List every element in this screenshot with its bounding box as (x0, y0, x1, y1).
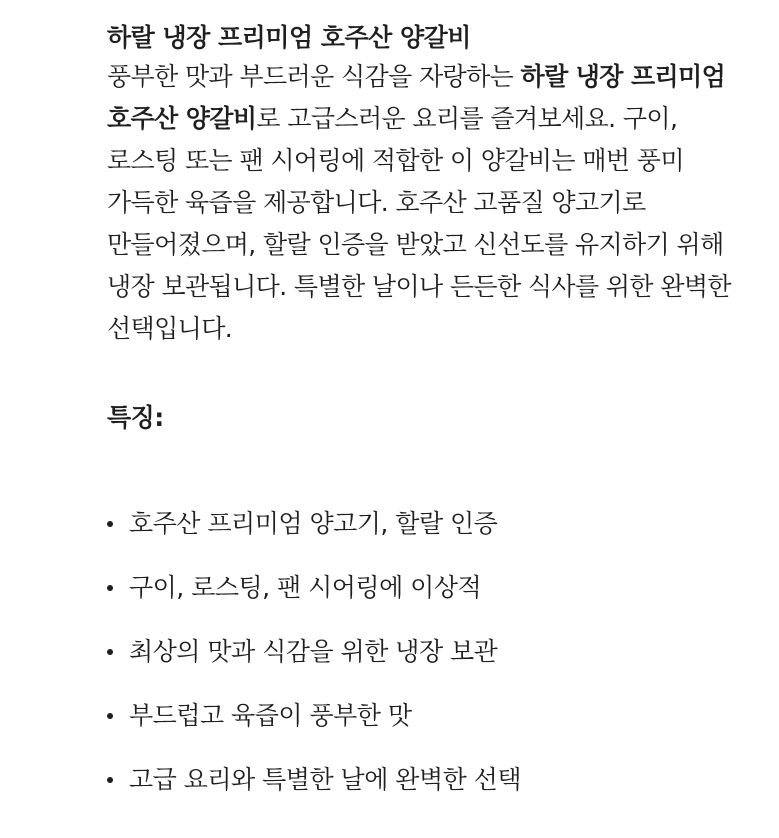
description-product-name: 하랄 냉장 프리미엄 호주산 양갈비 (107, 62, 726, 133)
list-item (107, 502, 521, 566)
feature-text: 부드럽고 육즙이 풍부한 맛 (129, 701, 412, 730)
feature-text: 호주산 프리미엄 양고기, 할랄 인증 (129, 509, 498, 538)
list-item (107, 694, 521, 758)
bullet-icon (107, 713, 113, 719)
feature-text: 구이, 로스팅, 팬 시어링에 이상적 (129, 573, 482, 602)
bullet-icon (107, 521, 113, 527)
features-heading: 특징: (107, 403, 164, 432)
feature-text: 최상의 맛과 식감을 위한 냉장 보관 (129, 637, 498, 666)
product-title: 하랄 냉장 프리미엄 호주산 양갈비 (107, 23, 471, 52)
feature-text: 고급 요리와 특별한 날에 완벽한 선택 (129, 765, 521, 794)
description-intro: 풍부한 맛과 부드러운 식감을 자랑하는 (107, 62, 521, 91)
list-item (107, 630, 521, 694)
bullet-icon (107, 777, 113, 783)
list-item (107, 566, 521, 630)
bullet-icon (107, 649, 113, 655)
bullet-icon (107, 585, 113, 591)
product-description (107, 56, 732, 350)
list-item (107, 758, 521, 822)
description-body: 로 고급스러운 요리를 즐겨보세요. 구이, 로스팅 또는 팬 시어링에 적합한 이 양갈비는 매번 풍미 가득한 육즙을 제공합니다. 호주산 고품질 양고기로 만들어졌으며, 할랄 인증을 받았고 신선도를 유지하기 위해 냉장 보관됩니다. 특별한 날이나 든든한 식사를 위한 완벽한 선택입니다. (107, 104, 731, 343)
features-list (107, 502, 521, 822)
